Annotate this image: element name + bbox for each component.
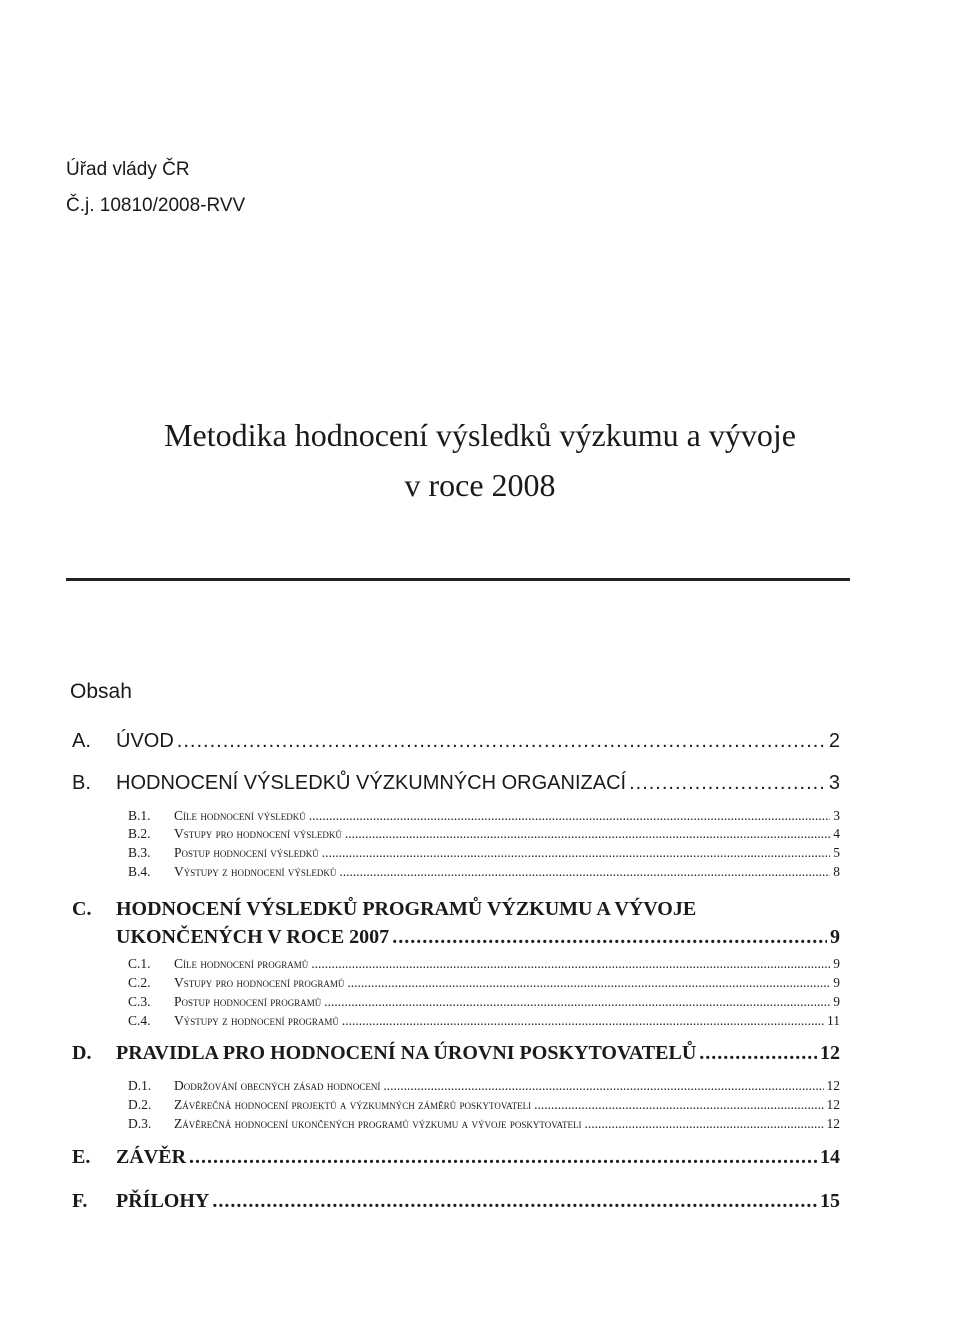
toc-entry-c4[interactable] [128, 1013, 840, 1029]
toc-number: B. [72, 772, 91, 794]
toc-leader [212, 1190, 817, 1213]
toc-number: D. [72, 1042, 92, 1064]
title-line-1: Metodika hodnocení výsledků výzkumu a vývoje [164, 417, 796, 453]
toc-number: C.2. [128, 975, 151, 990]
toc-entry-b3[interactable] [128, 845, 840, 861]
toc-leader [342, 1013, 824, 1029]
toc-label: Výstupy z hodnocení výsledků [174, 864, 337, 879]
toc-number: E. [72, 1146, 91, 1168]
toc-page: 9 [833, 975, 840, 990]
toc-entry-b4[interactable] [128, 864, 840, 880]
toc-entry-b2[interactable] [128, 826, 840, 842]
toc-number: D.2. [128, 1097, 152, 1112]
toc-number: A. [72, 730, 91, 752]
toc-number: C.1. [128, 956, 151, 971]
toc-number: B.4. [128, 864, 151, 879]
toc-leader [347, 975, 830, 991]
toc-label: PŘÍLOHY [116, 1190, 210, 1212]
toc-entry-d3[interactable] [128, 1116, 840, 1132]
toc-leader [629, 772, 826, 795]
title-line-2: v roce 2008 [404, 467, 556, 503]
toc-page: 9 [833, 956, 840, 971]
toc-number: C.4. [128, 1013, 151, 1028]
toc-page: 9 [830, 926, 840, 948]
toc-leader [189, 1146, 817, 1169]
toc-label: ÚVOD [116, 730, 174, 752]
toc-label: PRAVIDLA PRO HODNOCENÍ NA ÚROVNI POSKYTOVATELŮ [116, 1042, 697, 1064]
toc-page: 15 [820, 1190, 840, 1212]
toc-leader [383, 1078, 823, 1094]
toc-entry-d[interactable] [72, 1042, 840, 1065]
toc-page: 11 [827, 1013, 840, 1028]
toc-page: 12 [826, 1116, 840, 1131]
toc-label: HODNOCENÍ VÝSLEDKŮ VÝZKUMNÝCH ORGANIZACÍ [116, 772, 627, 794]
toc-page: 3 [828, 772, 840, 794]
toc-label: Cíle hodnocení programů [174, 956, 309, 971]
toc-page: 2 [828, 730, 840, 752]
toc-entry-e[interactable] [72, 1146, 840, 1169]
toc-page: 12 [820, 1042, 840, 1064]
toc-entry-d1[interactable] [128, 1078, 840, 1094]
toc-number: B.3. [128, 845, 151, 860]
toc-label-line-2: UKONČENÝCH V ROCE 2007 [116, 926, 390, 948]
toc-leader [534, 1097, 823, 1113]
toc-entry-b[interactable] [72, 772, 840, 795]
toc-label: Závěrečná hodnocení projektů a výzkumných záměrů poskytovateli [174, 1097, 532, 1112]
title-divider [66, 578, 850, 581]
toc-page: 3 [833, 808, 840, 823]
toc-entry-d2[interactable] [128, 1097, 840, 1113]
toc-entry-b1[interactable] [128, 808, 840, 824]
toc-page: 14 [820, 1146, 840, 1168]
toc-label: Vstupy pro hodnocení výsledků [174, 826, 342, 841]
office-name: Úřad vlády ČR [66, 159, 190, 180]
toc-leader [392, 922, 827, 952]
toc-page: 5 [833, 845, 840, 860]
toc-leader [324, 994, 830, 1010]
toc-page: 8 [833, 864, 840, 879]
document-header [66, 152, 245, 224]
toc-leader [322, 845, 830, 861]
toc-leader [345, 826, 830, 842]
document-title [0, 410, 960, 510]
toc-number: C.3. [128, 994, 151, 1009]
toc-label: Výstupy z hodnocení programů [174, 1013, 339, 1028]
reference-number: Č.j. 10810/2008-RVV [66, 195, 246, 216]
toc-entry-c3[interactable] [128, 994, 840, 1010]
toc-page: 12 [826, 1097, 840, 1112]
toc-number: F. [72, 1190, 88, 1212]
toc-number: C. [72, 898, 92, 920]
toc-leader [585, 1116, 824, 1132]
toc-leader [177, 730, 826, 753]
toc-label: Dodržování obecných zásad hodnocení [174, 1078, 381, 1093]
toc-label: ZÁVĚR [116, 1146, 187, 1168]
toc-page: 4 [833, 826, 840, 841]
toc-entry-c1[interactable] [128, 956, 840, 972]
toc-number: D.1. [128, 1078, 152, 1093]
toc-leader [311, 956, 830, 972]
toc-number: B.1. [128, 808, 151, 823]
toc-label: Postup hodnocení výsledků [174, 845, 319, 860]
toc-entry-c2[interactable] [128, 975, 840, 991]
toc-page: 12 [826, 1078, 840, 1093]
toc-leader [309, 808, 831, 824]
toc-number: D.3. [128, 1116, 152, 1131]
toc-entry-a[interactable] [72, 730, 840, 753]
toc-label: Vstupy pro hodnocení programů [174, 975, 345, 990]
toc-number: B.2. [128, 826, 151, 841]
toc-entry-f[interactable] [72, 1190, 840, 1213]
toc-leader [699, 1042, 817, 1065]
toc-page: 9 [833, 994, 840, 1009]
toc-heading: Obsah [70, 680, 132, 703]
toc-label-line-1: HODNOCENÍ VÝSLEDKŮ PROGRAMŮ VÝZKUMU A VÝVOJE [116, 898, 697, 920]
toc-label: Postup hodnocení programů [174, 994, 322, 1009]
toc-leader [339, 864, 830, 880]
toc-label: Cíle hodnocení výsledků [174, 808, 306, 823]
toc-label: Závěrečná hodnocení ukončených programů výzkumu a vývoje poskytovateli [174, 1116, 582, 1131]
